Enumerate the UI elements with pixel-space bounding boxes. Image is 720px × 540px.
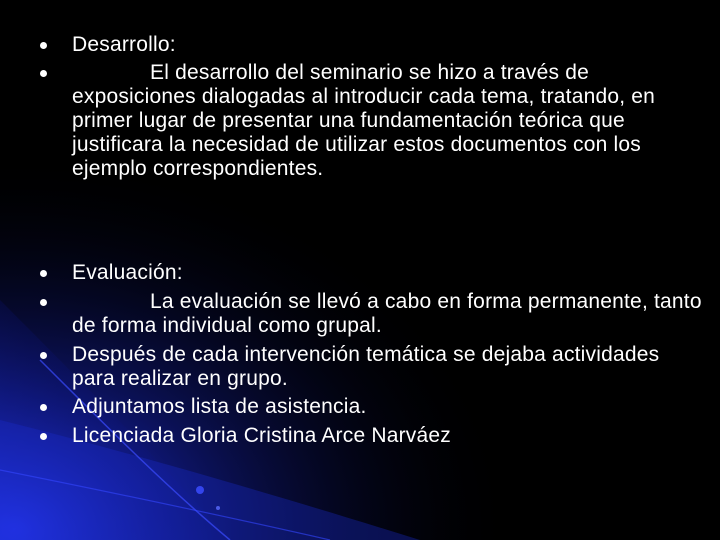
list-item-evaluacion-heading: [72, 261, 702, 285]
bullet-icon: [40, 352, 47, 359]
item-text: El desarrollo del seminario se hizo a través de exposiciones dialogadas al introducir cada tema, tratando, en primer lugar de presentar una fundamentación teórica que justificara la necesidad de utilizar estos documentos con los ejemplo correspondientes.: [72, 61, 656, 180]
bullet-icon: [40, 42, 47, 49]
list-item-evaluacion-body: [72, 290, 702, 338]
list-item-asistencia: [72, 395, 702, 419]
bullet-icon: [40, 270, 47, 277]
list-item-desarrollo-heading: [72, 33, 702, 57]
bullet-icon: [40, 404, 47, 411]
item-text: Evaluación:: [72, 261, 183, 284]
bullet-icon: [40, 433, 47, 440]
list-item-licenciada: [72, 424, 702, 448]
item-text: Adjuntamos lista de asistencia.: [72, 395, 367, 418]
bullet-icon: [40, 70, 47, 77]
item-text: Licenciada Gloria Cristina Arce Narváez: [72, 424, 451, 447]
list-item-desarrollo-body: [72, 61, 702, 181]
item-text: Desarrollo:: [72, 33, 176, 56]
bullet-icon: [40, 299, 47, 306]
item-text: Después de cada intervención temática se dejaba actividades para realizar en grupo.: [72, 343, 660, 390]
item-text: La evaluación se llevó a cabo en forma permanente, tanto de forma individual como grupal.: [72, 290, 702, 337]
list-item-actividades: [72, 343, 702, 391]
